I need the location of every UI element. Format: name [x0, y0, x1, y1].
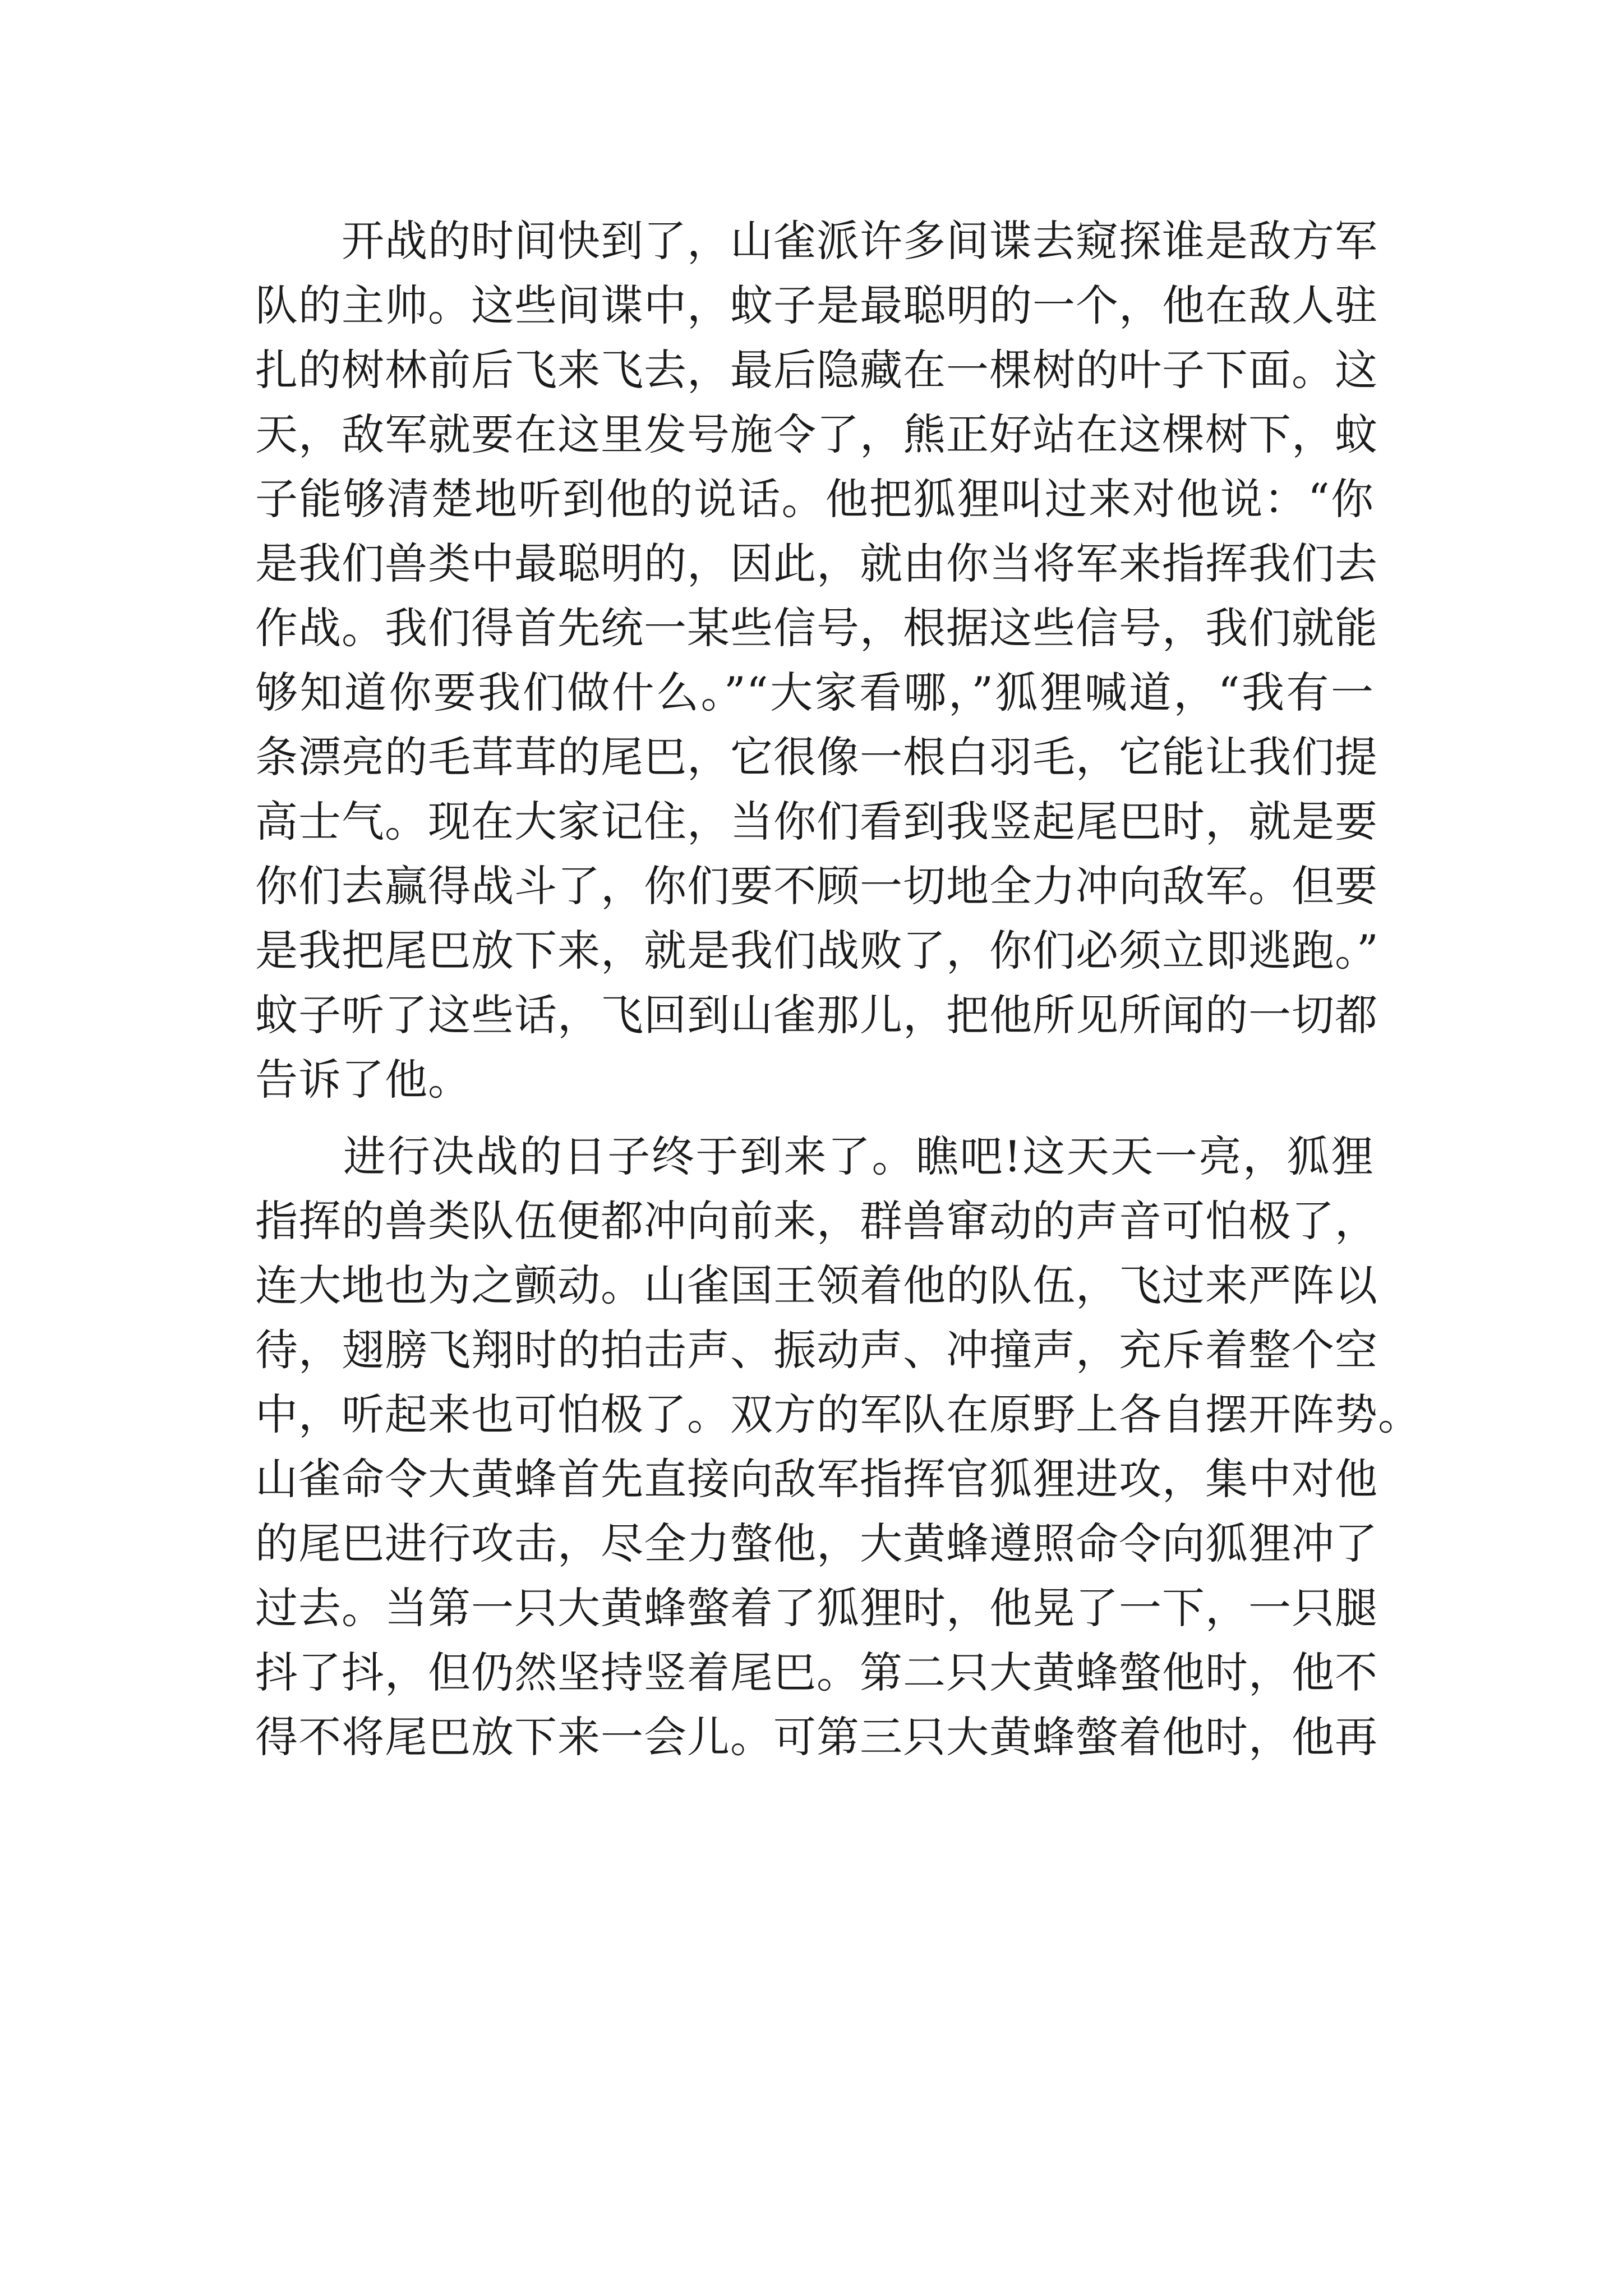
text-line: 待，翅膀飞翔时的拍击声、振动声、冲撞声，充斥着整个空 [255, 1325, 1378, 1375]
text-line: 作战。我们得首先统一某些信号，根据这些信号，我们就能 [255, 603, 1378, 653]
text-line: 开战的时间快到了，山雀派许多间谍去窥探谁是敌方军 [255, 216, 1378, 266]
paragraph-2 [255, 1124, 1421, 1769]
text-line: 高士气。现在大家记住，当你们看到我竖起尾巴时，就是要 [255, 797, 1378, 846]
text-line: 进行决战的日子终于到来了。瞧吧!这天天一亮，狐狸 [255, 1131, 1374, 1181]
text-line: 天，敌军就要在这里发号施令了，熊正好站在这棵树下，蚊 [255, 409, 1378, 459]
text-line: 过去。当第一只大黄蜂螫着了狐狸时，他晃了一下，一只腿 [255, 1583, 1378, 1633]
text-line: 告诉了他。 [255, 1055, 471, 1105]
paragraph-1 [255, 209, 1379, 1112]
text-line: 连大地也为之颤动。山雀国王领着他的队伍，飞过来严阵以 [255, 1260, 1378, 1310]
text-line: 的尾巴进行攻击，尽全力螫他，大黄蜂遵照命令向狐狸冲了 [255, 1519, 1378, 1568]
text-line: 中，听起来也可怕极了。双方的军队在原野上各自摆开阵势。 [255, 1389, 1421, 1439]
text-line: 是我们兽类中最聪明的，因此，就由你当将军来指挥我们去 [255, 539, 1378, 588]
text-line: 得不将尾巴放下来一会儿。可第三只大黄蜂螫着他时，他再 [255, 1712, 1378, 1762]
text-line: 扎的树林前后飞来飞去，最后隐藏在一棵树的叶子下面。这 [255, 345, 1378, 395]
paragraph-spacer [255, 1112, 1374, 1124]
text-line: 条漂亮的毛茸茸的尾巴，它很像一根白羽毛，它能让我们提 [255, 732, 1378, 782]
story-text [255, 209, 1421, 1769]
text-line: 够知道你要我们做什么。”“大家看哪，”狐狸喊道，“我有一 [255, 668, 1374, 717]
text-line: 山雀命令大黄蜂首先直接向敌军指挥官狐狸进攻，集中对他 [255, 1454, 1378, 1504]
text-line: 蚊子听了这些话，飞回到山雀那儿，把他所见所闻的一切都 [255, 990, 1378, 1040]
text-line: 抖了抖，但仍然坚持竖着尾巴。第二只大黄蜂螫他时，他不 [255, 1648, 1378, 1697]
text-line: 队的主帅。这些间谍中，蚊子是最聪明的一个，他在敌人驻 [255, 280, 1378, 330]
text-line: 指挥的兽类队伍便都冲向前来，群兽窜动的声音可怕极了， [255, 1196, 1378, 1246]
text-line: 子能够清楚地听到他的说话。他把狐狸叫过来对他说：“你 [255, 474, 1374, 524]
text-line: 你们去赢得战斗了，你们要不顾一切地全力冲向敌军。但要 [255, 861, 1378, 911]
text-line: 是我把尾巴放下来，就是我们战败了，你们必须立即逃跑。” [255, 926, 1379, 976]
